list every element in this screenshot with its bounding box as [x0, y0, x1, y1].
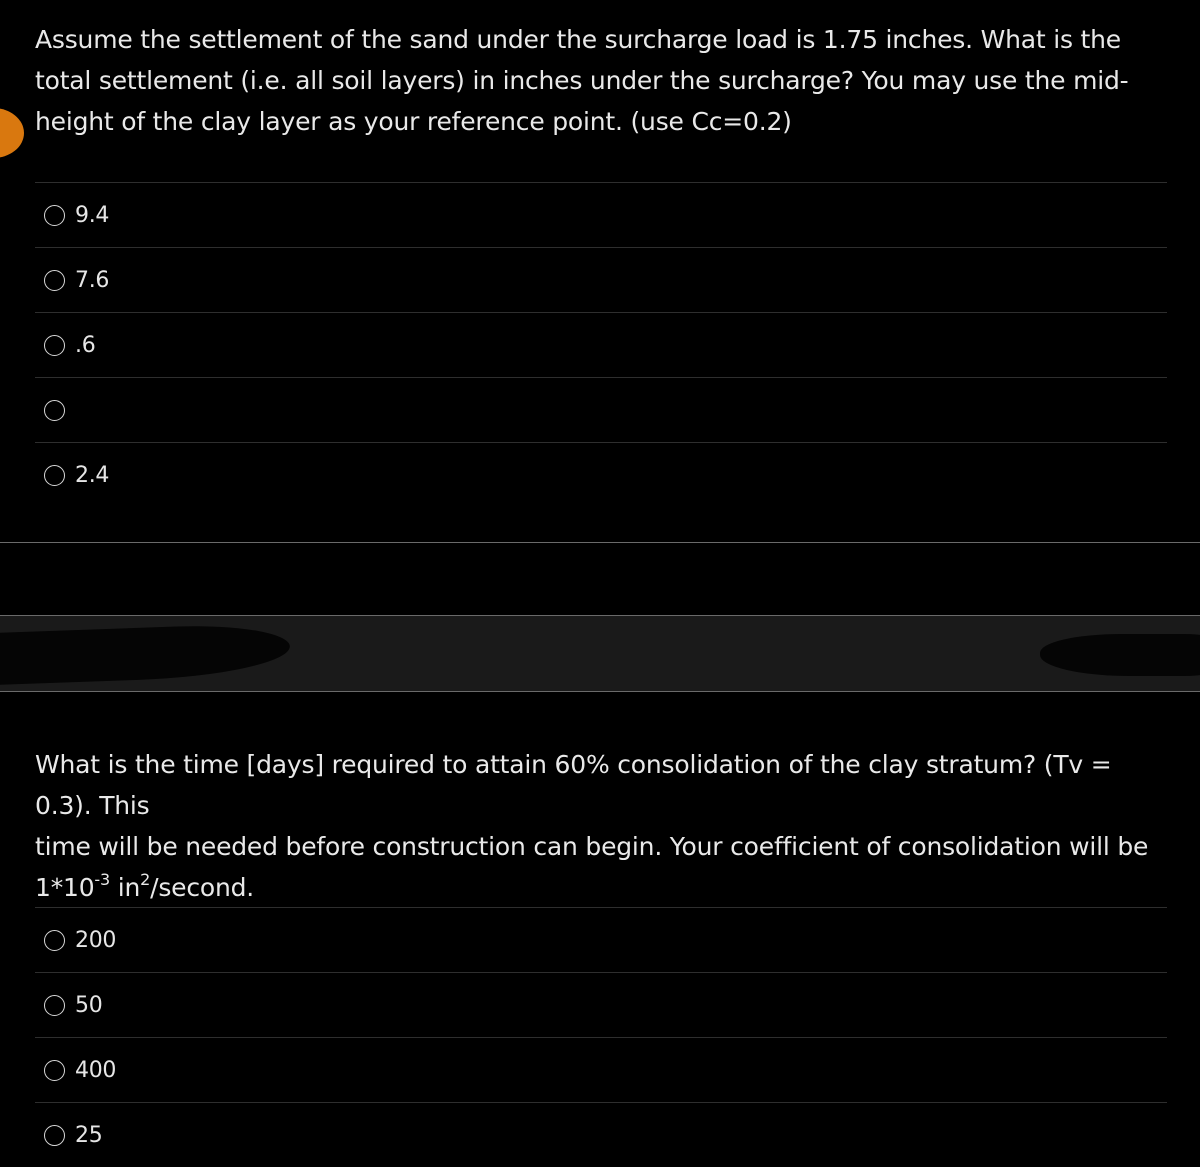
radio-button-icon[interactable] — [44, 1060, 65, 1081]
divider — [0, 542, 1200, 543]
option-q2-d[interactable] — [35, 1102, 1167, 1167]
unit-exponent: 2 — [140, 869, 151, 889]
divider — [0, 615, 1200, 616]
coefficient-base: 1*10 — [35, 873, 95, 902]
question-2-options — [35, 907, 1167, 1167]
radio-button-icon[interactable] — [44, 1125, 65, 1146]
option-q1-a[interactable] — [35, 182, 1167, 247]
radio-button-icon[interactable] — [44, 335, 65, 356]
option-label: 200 — [75, 927, 117, 953]
question-2-line: time will be needed before construction can begin. Your coefficient of consolidation will be — [35, 832, 1149, 861]
coefficient-exponent: -3 — [94, 869, 110, 889]
option-q1-b[interactable] — [35, 247, 1167, 312]
question-1-options — [35, 182, 1167, 507]
option-label: .6 — [75, 332, 96, 358]
question-1-text: Assume the settlement of the sand under the surcharge load is 1.75 inches. What is the total settlement (i.e. all soil layers) in inches under the surcharge? You may use the mid-height of the clay layer as your reference point. (use Cc=0.2) — [35, 25, 1129, 136]
option-q1-e[interactable] — [35, 442, 1167, 507]
option-label: 2.4 — [75, 462, 110, 488]
coefficient-unit-tail: /second. — [150, 873, 255, 902]
option-label: 50 — [75, 992, 103, 1018]
option-q2-c[interactable] — [35, 1037, 1167, 1102]
divider — [0, 691, 1200, 692]
option-label: 9.4 — [75, 202, 110, 228]
question-marker — [0, 108, 24, 158]
radio-button-icon[interactable] — [44, 930, 65, 951]
option-label: 400 — [75, 1057, 117, 1083]
question-2-text — [35, 744, 1175, 908]
radio-button-icon[interactable] — [44, 270, 65, 291]
option-label: 7.6 — [75, 267, 110, 293]
radio-button-icon[interactable] — [44, 995, 65, 1016]
question-2-line: What is the time [days] required to attain 60% consolidation of the clay stratum? (Tv = 0.3). This — [35, 750, 1112, 820]
coefficient-unit: in — [109, 873, 141, 902]
option-q1-c[interactable] — [35, 312, 1167, 377]
option-q2-a[interactable] — [35, 907, 1167, 972]
question-2-line — [35, 867, 1175, 908]
option-q1-d[interactable] — [35, 377, 1167, 442]
radio-button-icon[interactable] — [44, 400, 65, 421]
option-q2-b[interactable] — [35, 972, 1167, 1037]
radio-button-icon[interactable] — [44, 205, 65, 226]
option-label: 25 — [75, 1122, 103, 1148]
radio-button-icon[interactable] — [44, 465, 65, 486]
